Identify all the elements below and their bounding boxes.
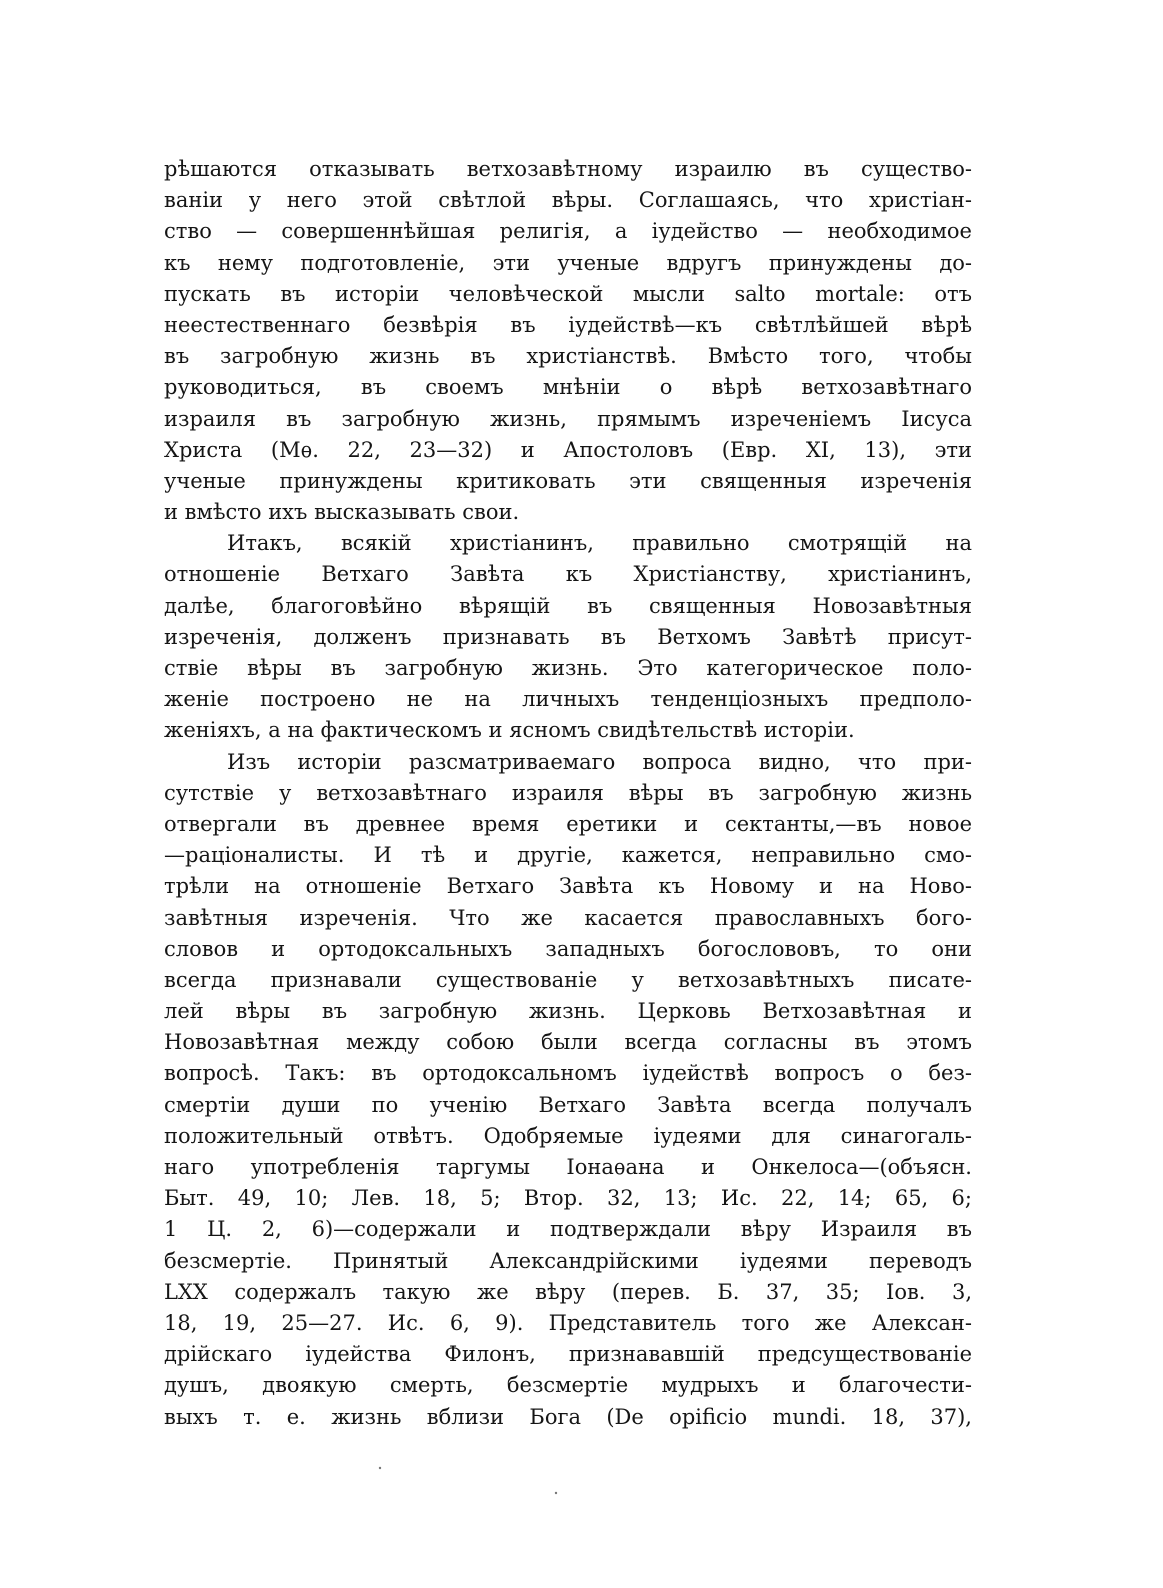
text-line: 18, 19, 25—27. Ис. 6, 9). Представитель того же Алексан- [164, 1310, 972, 1335]
text-line-paragraph-start: Изъ исторіи разсматриваемаго вопроса видно, что при- [227, 749, 972, 774]
text-line: далѣе, благоговѣйно вѣрящій въ священныя Новозавѣтныя [164, 593, 972, 618]
text-line: женіе построено не на личныхъ тенденціозныхъ предполо- [164, 687, 972, 712]
text-line: ствіе вѣры въ загробную жизнь. Это категорическое поло- [164, 656, 972, 680]
text-line: ваніи у него этой свѣтлой вѣры. Соглашаясь, что христіан- [164, 188, 972, 213]
text-line: ученые принуждены критиковать эти священныя изреченія [164, 468, 972, 493]
text-line: къ нему подготовленіе, эти ученые вдругъ принуждены до- [164, 250, 972, 275]
scan-speck [379, 1467, 381, 1469]
text-line: положительный отвѣтъ. Одобряемые іудеями для синагогаль- [164, 1123, 972, 1148]
text-line: дрійскаго іудейства Филонъ, признававшій предсуществованіе [164, 1342, 972, 1367]
text-line: въ загробную жизнь въ христіанствѣ. Вмѣсто того, чтобы [164, 344, 972, 369]
text-line: Христа (Мѳ. 22, 23—32) и Апостоловъ (Евр. XI, 13), эти [164, 437, 972, 462]
text-line: лей вѣры въ загробную жизнь. Церковь Ветхозавѣтная и [164, 999, 972, 1024]
text-line: изреченія, долженъ признавать въ Ветхомъ Завѣтѣ присут- [164, 624, 972, 649]
text-line: Быт. 49, 10; Лев. 18, 5; Втор. 32, 13; Ис. 22, 14; 65, 6; [164, 1186, 972, 1211]
text-line: рѣшаются отказывать ветхозавѣтному израилю въ существо- [164, 157, 972, 181]
text-line-paragraph-end: и вмѣсто ихъ высказывать свои. [164, 500, 520, 525]
page-body-text [164, 154, 972, 1433]
text-line: безсмертіе. Принятый Александрійскими іудеями переводъ [164, 1248, 972, 1273]
text-line: душъ, двоякую смерть, безсмертіе мудрыхъ и благочести- [164, 1373, 972, 1398]
text-line-paragraph-start: Итакъ, всякій христіанинъ, правильно смотрящій на [227, 531, 972, 556]
text-line: завѣтныя изреченія. Что же касается православныхъ бого- [164, 905, 972, 930]
text-line-paragraph-end: женіяхъ, а на фактическомъ и ясномъ свидѣтельствѣ исторіи. [164, 718, 855, 743]
text-line: неестественнаго безвѣрія въ іудействѣ—къ свѣтлѣйшей вѣрѣ [164, 312, 972, 337]
text-line: отношеніе Ветхаго Завѣта къ Христіанству, христіанинъ, [164, 562, 972, 587]
text-line: выхъ т. е. жизнь вблизи Бога (De opificio mundi. 18, 37), [164, 1404, 972, 1429]
text-line: LXX содержалъ такую же вѣру (перев. Б. 37, 35; Іов. 3, [164, 1279, 972, 1304]
text-line: всегда признавали существованіе у ветхозавѣтныхъ писате- [164, 967, 972, 992]
text-line: ство — совершеннѣйшая религія, а іудейство — необходимое [164, 219, 972, 244]
text-line: смертіи души по ученію Ветхаго Завѣта всегда получалъ [164, 1092, 972, 1117]
text-line: руководиться, въ своемъ мнѣніи о вѣрѣ ветхозавѣтнаго [164, 375, 972, 400]
text-line: словов и ортодоксальныхъ западныхъ богослововъ, то они [164, 936, 972, 961]
text-line: сутствіе у ветхозавѣтнаго израиля вѣры въ загробную жизнь [164, 780, 972, 805]
text-line: 1 Ц. 2, 6)—содержали и подтверждали вѣру Израиля въ [164, 1217, 972, 1242]
text-line: отвергали въ древнее время еретики и сектанты,—въ новое [164, 811, 972, 836]
scan-speck [555, 1492, 557, 1494]
text-line: наго употребленія таргумы Іонаѳана и Онкелоса—(объясн. [164, 1155, 972, 1179]
text-line: израиля въ загробную жизнь, прямымъ изреченіемъ Іисуса [164, 406, 972, 431]
text-line: трѣли на отношеніе Ветхаго Завѣта къ Новому и на Ново- [164, 874, 972, 899]
text-line: —раціоналисты. И тѣ и другіе, кажется, неправильно смо- [164, 843, 972, 868]
text-line: пускать въ исторіи человѣческой мысли salto mortale: отъ [164, 281, 972, 306]
text-line: вопросѣ. Такъ: въ ортодоксальномъ іудействѣ вопросъ о без- [164, 1061, 972, 1086]
text-line: Новозавѣтная между собою были всегда согласны въ этомъ [164, 1030, 972, 1055]
